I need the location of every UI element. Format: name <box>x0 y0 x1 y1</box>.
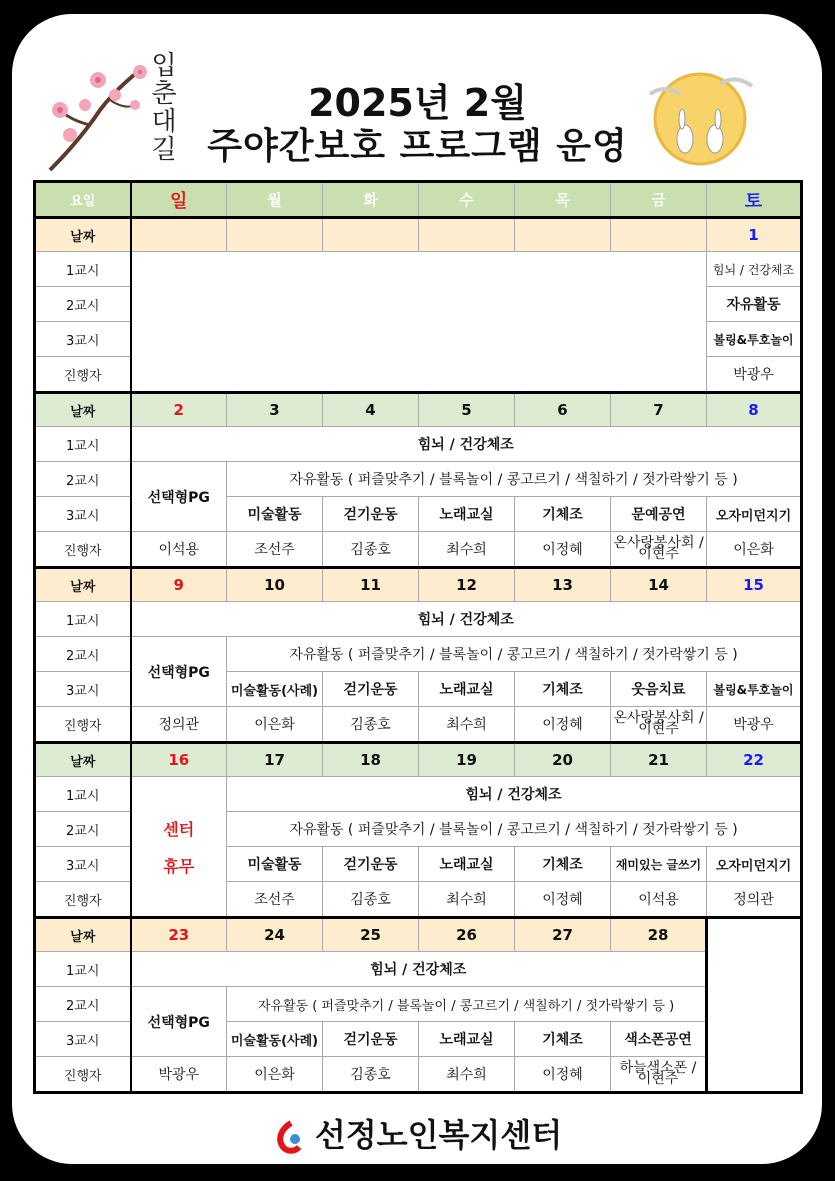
period1-label: 1교시 <box>35 427 131 462</box>
activity-cell: 볼링&투호놀이 <box>707 672 802 707</box>
activity-cell: 미술활동 <box>227 497 323 532</box>
leader-label: 진행자 <box>35 707 131 743</box>
date-cell: 15 <box>707 568 802 602</box>
period2-label: 2교시 <box>35 287 131 322</box>
activity-cell: 힘뇌 / 건강체조 <box>227 777 802 812</box>
period3-label: 3교시 <box>35 497 131 532</box>
activity-cell: 웃음치료 <box>611 672 707 707</box>
activity-cell: 자유활동 ( 퍼즐맞추기 / 블록놀이 / 콩고르기 / 색칠하기 / 젓가락쌓기 등 ) <box>227 812 802 847</box>
date-cell: 1 <box>707 218 802 252</box>
activity-cell: 색소폰공연 <box>611 1022 707 1057</box>
activity-cell: 걷기운동 <box>323 497 419 532</box>
date-cell: 12 <box>419 568 515 602</box>
leader-cell: 최수희 <box>419 707 515 743</box>
day-header-mon: 월 <box>227 182 323 218</box>
page-title: 2025년 2월 <box>308 81 527 125</box>
period2-label: 2교시 <box>35 987 131 1022</box>
leader-cell: 이석용 <box>131 532 227 568</box>
sunday-program-cell: 선택형PG <box>131 637 227 707</box>
date-cell: 10 <box>227 568 323 602</box>
day-header-fri: 금 <box>611 182 707 218</box>
activity-cell: 힘뇌 / 건강체조 <box>131 602 802 637</box>
leader-cell: 김종호 <box>323 532 419 568</box>
activity-cell: 노래교실 <box>419 497 515 532</box>
center-closed-cell <box>131 777 227 918</box>
leader-cell: 김종호 <box>323 707 419 743</box>
date-cell: 25 <box>323 918 419 952</box>
activity-cell: 노래교실 <box>419 847 515 882</box>
leader-cell: 정의관 <box>707 882 802 918</box>
activity-cell: 걷기운동 <box>323 672 419 707</box>
date-cell: 18 <box>323 743 419 777</box>
activity-cell: 자유활동 ( 퍼즐맞추기 / 블록놀이 / 콩고르기 / 색칠하기 / 젓가락쌓기 등 ) <box>227 637 802 672</box>
date-cell: 21 <box>611 743 707 777</box>
day-header-thu: 목 <box>515 182 611 218</box>
date-label: 날짜 <box>35 393 131 427</box>
leader-cell: 조선주 <box>227 532 323 568</box>
leader-label: 진행자 <box>35 1057 131 1093</box>
leader-cell: 최수희 <box>419 532 515 568</box>
date-cell: 14 <box>611 568 707 602</box>
org-logo <box>0 1110 835 1156</box>
activity-cell: 걷기운동 <box>323 1022 419 1057</box>
activity-cell: 재미있는 글쓰기 <box>611 847 707 882</box>
day-header-sat: 토 <box>707 182 802 218</box>
date-cell: 9 <box>131 568 227 602</box>
leader-label: 진행자 <box>35 882 131 918</box>
activity-cell: 힘뇌 / 건강체조 <box>131 427 802 462</box>
day-header-label: 요일 <box>35 182 131 218</box>
date-cell: 20 <box>515 743 611 777</box>
sunday-program-cell: 선택형PG <box>131 462 227 532</box>
org-logo-icon <box>273 1119 309 1155</box>
leader-cell: 이은화 <box>227 1057 323 1093</box>
date-cell: 19 <box>419 743 515 777</box>
week0-p1-row <box>35 252 802 287</box>
activity-cell: 미술활동(사례) <box>227 1022 323 1057</box>
date-cell: 16 <box>131 743 227 777</box>
day-header-wed: 수 <box>419 182 515 218</box>
leader-cell: 정의관 <box>131 707 227 743</box>
org-name: 선정노인복지센터 <box>314 1116 563 1154</box>
leader-cell: 이정혜 <box>515 707 611 743</box>
date-label: 날짜 <box>35 918 131 952</box>
period3-label: 3교시 <box>35 847 131 882</box>
leader-cell: 김종호 <box>323 882 419 918</box>
activity-cell: 힘뇌 / 건강체조 <box>707 252 802 287</box>
period3-label: 3교시 <box>35 1022 131 1057</box>
date-cell: 22 <box>707 743 802 777</box>
leader-label: 진행자 <box>35 357 131 393</box>
leader-cell: 이석용 <box>611 882 707 918</box>
leader-cell: 박광우 <box>707 707 802 743</box>
date-cell: 5 <box>419 393 515 427</box>
activity-cell: 노래교실 <box>419 1022 515 1057</box>
activity-cell: 기체조 <box>515 497 611 532</box>
center-closed-line1: 센터 <box>163 819 195 839</box>
activity-cell: 힘뇌 / 건강체조 <box>131 952 707 987</box>
leader-cell: 이정혜 <box>515 1057 611 1093</box>
date-cell: 23 <box>131 918 227 952</box>
week0-date-row <box>35 218 802 252</box>
leader-cell: 최수희 <box>419 882 515 918</box>
date-cell: 8 <box>707 393 802 427</box>
leader-cell: 김종호 <box>323 1057 419 1093</box>
activity-cell: 기체조 <box>515 1022 611 1057</box>
date-cell: 2 <box>131 393 227 427</box>
leader-cell: 온사랑봉사회 / 이현주 <box>611 707 707 743</box>
activity-cell: 노래교실 <box>419 672 515 707</box>
date-label: 날짜 <box>35 743 131 777</box>
leader-cell: 조선주 <box>227 882 323 918</box>
date-cell: 4 <box>323 393 419 427</box>
activity-cell: 미술활동(사례) <box>227 672 323 707</box>
leader-cell: 이정혜 <box>515 882 611 918</box>
period1-label: 1교시 <box>35 777 131 812</box>
activity-cell: 기체조 <box>515 672 611 707</box>
activity-cell: 자유활동 ( 퍼즐맞추기 / 블록놀이 / 콩고르기 / 색칠하기 / 젓가락쌓기 등 ) <box>227 987 707 1022</box>
activity-cell: 오자미던지기 <box>707 847 802 882</box>
leader-cell: 온사랑봉사회 / 이현주 <box>611 532 707 568</box>
sunday-program-cell: 선택형PG <box>131 987 227 1057</box>
center-closed-line2: 휴무 <box>163 856 195 876</box>
period2-label: 2교시 <box>35 462 131 497</box>
date-label: 날짜 <box>35 568 131 602</box>
date-label: 날짜 <box>35 218 131 252</box>
leader-cell: 이은화 <box>707 532 802 568</box>
date-cell: 17 <box>227 743 323 777</box>
leader-cell: 박광우 <box>707 357 802 393</box>
leader-cell: 이은화 <box>227 707 323 743</box>
date-cell: 13 <box>515 568 611 602</box>
period1-label: 1교시 <box>35 602 131 637</box>
calligraphy-text: 입춘대길 <box>151 51 177 165</box>
activity-cell: 오자미던지기 <box>707 497 802 532</box>
activity-cell: 걷기운동 <box>323 847 419 882</box>
day-header-sun: 일 <box>131 182 227 218</box>
activity-cell: 자유활동 <box>707 287 802 322</box>
leader-cell: 최수희 <box>419 1057 515 1093</box>
date-cell: 3 <box>227 393 323 427</box>
activity-cell: 기체조 <box>515 847 611 882</box>
activity-cell: 문예공연 <box>611 497 707 532</box>
period1-label: 1교시 <box>35 252 131 287</box>
activity-cell: 미술활동 <box>227 847 323 882</box>
day-header-tue: 화 <box>323 182 419 218</box>
page-subtitle: 주야간보호 프로그램 운영 <box>207 126 628 167</box>
activity-cell: 자유활동 ( 퍼즐맞추기 / 블록놀이 / 콩고르기 / 색칠하기 / 젓가락쌓기 등 ) <box>227 462 802 497</box>
day-header-row <box>35 182 802 218</box>
date-cell: 27 <box>515 918 611 952</box>
leader-label: 진행자 <box>35 532 131 568</box>
date-cell: 26 <box>419 918 515 952</box>
leader-cell: 박광우 <box>131 1057 227 1093</box>
period2-label: 2교시 <box>35 637 131 672</box>
date-cell: 24 <box>227 918 323 952</box>
date-cell: 11 <box>323 568 419 602</box>
period3-label: 3교시 <box>35 672 131 707</box>
period3-label: 3교시 <box>35 322 131 357</box>
leader-cell: 이정혜 <box>515 532 611 568</box>
date-cell: 7 <box>611 393 707 427</box>
schedule-table <box>33 180 803 1094</box>
week1-date-row <box>35 393 802 427</box>
period2-label: 2교시 <box>35 812 131 847</box>
period1-label: 1교시 <box>35 952 131 987</box>
activity-cell: 볼링&투호놀이 <box>707 322 802 357</box>
date-cell: 6 <box>515 393 611 427</box>
date-cell: 28 <box>611 918 707 952</box>
leader-cell: 하늘색소폰 / 이현주 <box>611 1057 707 1093</box>
